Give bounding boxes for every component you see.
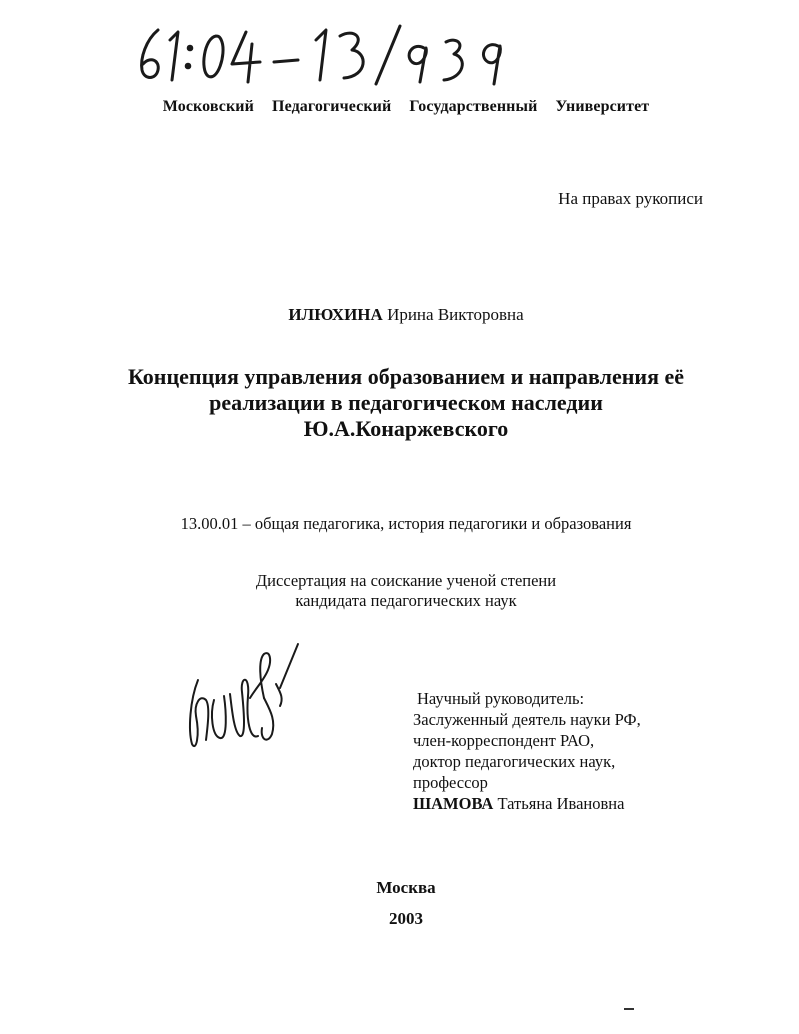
publication-city: Москва: [376, 878, 436, 897]
publication-year: 2003: [389, 909, 423, 928]
handwritten-archive-code: [128, 18, 528, 88]
archive-code-text: 61:04-13/939: [128, 18, 134, 19]
handwritten-signature: [180, 640, 310, 760]
supervisor-given-names: Татьяна Ивановна: [497, 794, 625, 813]
supervisor-surname: ШАМОВА: [413, 794, 494, 813]
author-name: [0, 305, 799, 325]
degree-line-2: кандидата педагогических наук: [295, 591, 517, 610]
supervisor-line-1: Заслуженный деятель науки РФ,: [413, 710, 641, 729]
supervisor-line-3: доктор педагогических наук,: [413, 752, 616, 771]
supervisor-line-4: профессор: [413, 773, 488, 792]
degree-line-1: Диссертация на соискание ученой степени: [255, 571, 557, 590]
supervisor-line-2: член-корреспондент РАО,: [413, 731, 595, 750]
scientific-supervisor: [413, 688, 641, 814]
title-line-1: Концепция управления образованием и направления её: [127, 364, 685, 389]
title-line-3: Ю.А.Конаржевского: [303, 416, 509, 441]
supervisor-label: Научный руководитель:: [417, 689, 585, 708]
manuscript-note: На правах рукописи: [558, 189, 703, 208]
scan-mark: [624, 1008, 634, 1010]
supervisor-name: [413, 793, 641, 814]
title-line-2: реализации в педагогическом наследии: [209, 390, 603, 415]
author-surname: ИЛЮХИНА: [288, 305, 383, 324]
dissertation-degree: [0, 571, 799, 611]
author-given-names: Ирина Викторовна: [387, 305, 524, 324]
university-name: Московский Педагогический Государственный Университет: [162, 98, 650, 115]
specialty-code: 13.00.01 – общая педагогика, история педагогики и образования: [180, 514, 632, 533]
dissertation-title: [0, 364, 799, 442]
